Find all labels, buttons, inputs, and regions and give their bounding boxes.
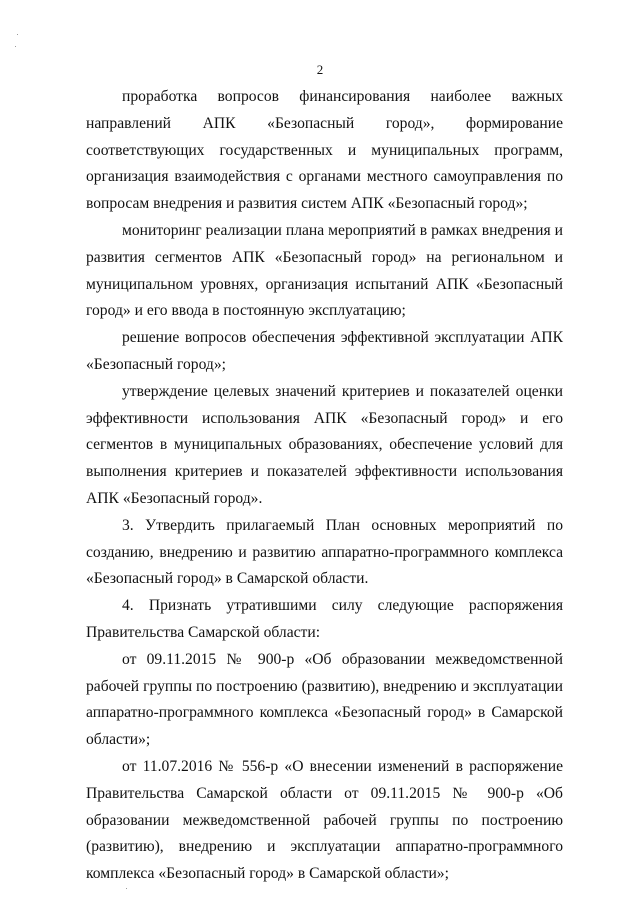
page-number: 2 — [316, 62, 324, 77]
paragraph: 3. Утвердить прилагаемый План основных мероприятий по созданию, внедрению и развитию аппаратно-программного комплекса «Безопасный город» в Самарской области. — [86, 516, 563, 588]
paragraph: от 11.07.2016 № 556-р «О внесении изменений в распоряжение Правительства Самарской области от 09.11.2015 № 900-р «Об образовании межведомственной рабочей группы по построению (развитию), внедрению и эксплуатации аппаратно-программного комплекса «Безопасный город» в Самарской области»; — [86, 757, 563, 883]
paragraph: решение вопросов обеспечения эффективной эксплуатации АПК «Безопасный город»; — [86, 329, 563, 373]
document-body — [86, 84, 563, 888]
scan-speck — [15, 46, 16, 47]
scan-speck — [17, 34, 18, 35]
paragraph: 4. Признать утратившими силу следующие распоряжения Правительства Самарской области: — [86, 597, 563, 641]
paragraph: утверждение целевых значений критериев и показателей оценки эффективности использования АПК «Безопасный город» и его сегментов в муниципальных образованиях, обеспечение условий для выполнения критериев и показателей эффективности использования АПК «Безопасный город». — [86, 382, 563, 507]
paragraph: проработка вопросов финансирования наиболее важных направлений АПК «Безопасный город», формирование соответствующих государственных и муниципальных программ, организация взаимодействия с органами местного самоуправления по вопросам внедрения и развития систем АПК «Безопасный город»; — [86, 88, 563, 213]
scan-speck — [126, 888, 127, 889]
paragraph: мониторинг реализации плана мероприятий в рамках внедрения и развития сегментов АПК «Безопасный город» на региональном и муниципальном уровнях, организация испытаний АПК «Безопасный город» и его ввода в постоянную эксплуатацию; — [86, 221, 563, 320]
paragraph: от 09.11.2015 № 900-р «Об образовании межведомственной рабочей группы по построению (развитию), внедрению и эксплуатации аппаратно-программного комплекса «Безопасный город» в Самарской области»; — [86, 650, 563, 749]
